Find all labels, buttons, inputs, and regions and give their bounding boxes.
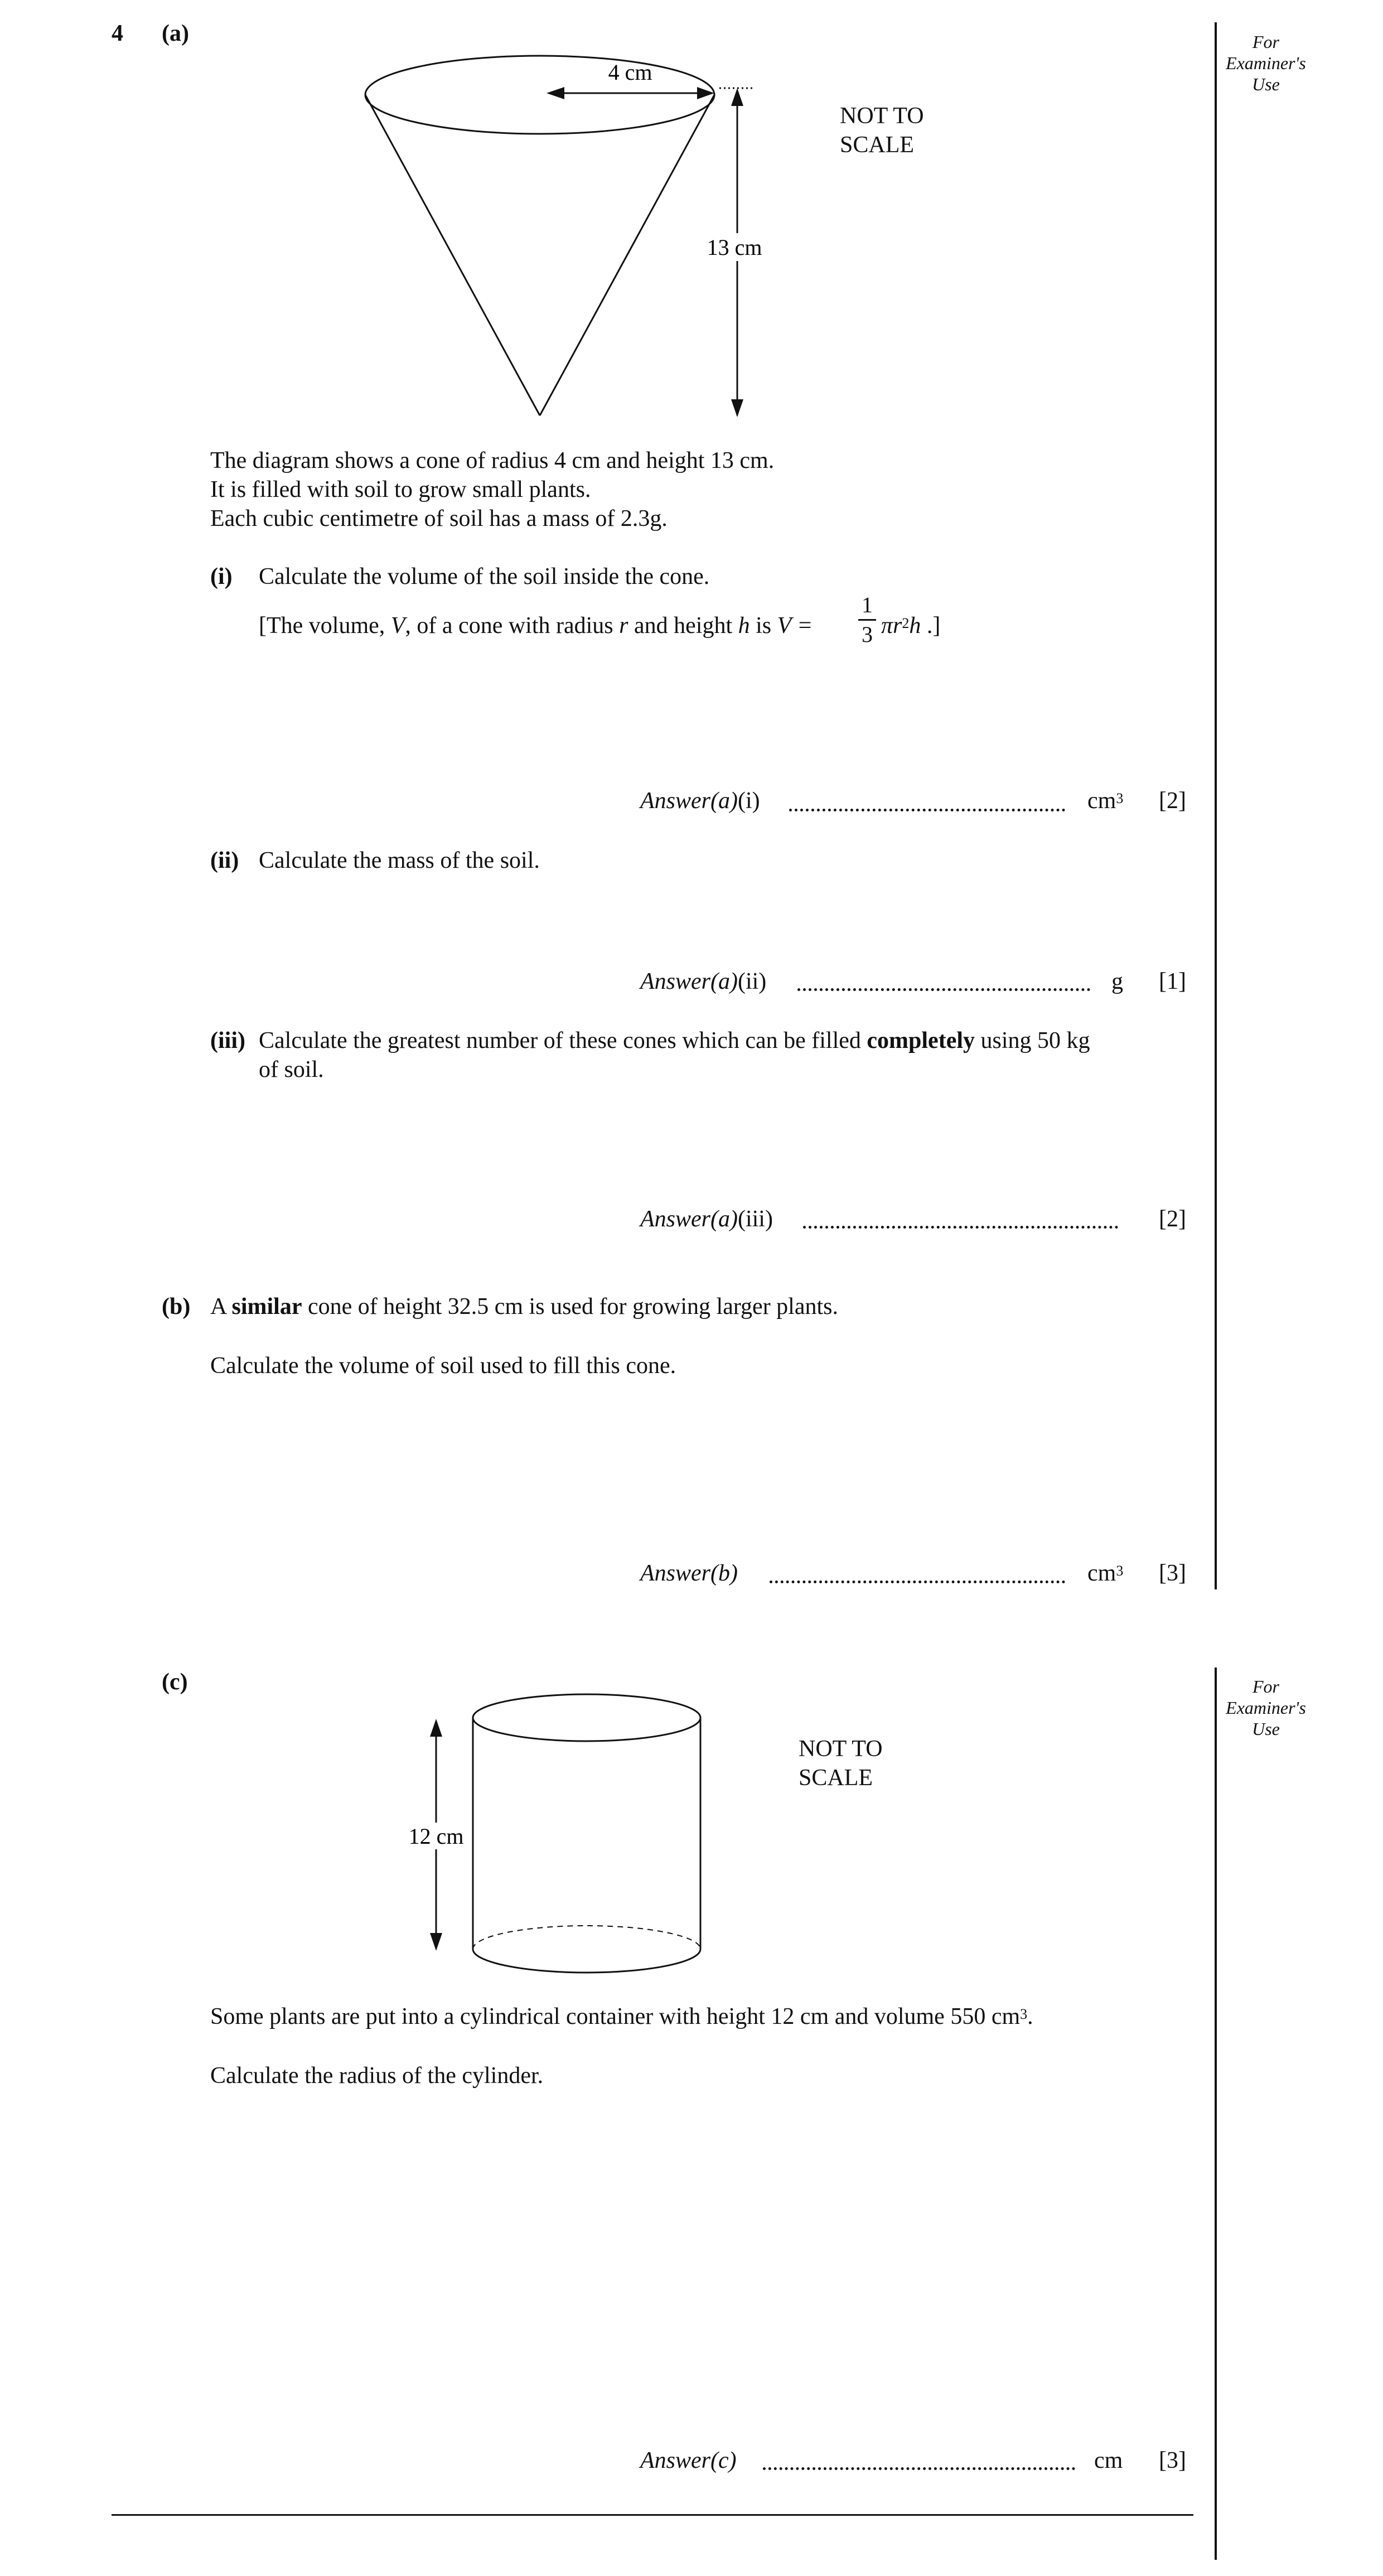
cylinder-top-ellipse [473,1694,700,1741]
not-to-scale-c: NOT TO SCALE [799,1736,883,1791]
part-a-i-label: (i) [210,564,233,589]
cone-diagram [335,39,976,429]
cylinder-arrow-head-top [430,1719,442,1737]
part-c-line1: Some plants are put into a cylindrical container with height 12 cm and volume 550 $cm^3$. [210,2004,1033,2029]
formula-tail: $\pi r^2h$ .] [881,613,941,639]
answer-a-ii-field[interactable] [797,988,1090,991]
answer-a-iii-marks: [2] [1159,1206,1186,1232]
examiner-use-label-bottom: For Examiner's Use [1226,1676,1306,1739]
examiner-use-label-top: For Examiner's Use [1226,32,1306,94]
examiner-margin-line-top [1215,22,1217,1589]
volume-formula: [The volume, V, of a cone with radius r and height h is V = [259,613,813,639]
part-b-line2: Calculate the volume of soil used to fill this cone. [210,1353,676,1379]
answer-b-marks: [3] [1159,1560,1186,1586]
answer-a-ii-label: Answer(a)(ii) [640,969,767,994]
part-a-iii-question-line2: of soil. [259,1057,324,1082]
height-label: 13 cm [707,235,762,260]
cone-top-ellipse [365,56,714,134]
part-a-ii-label: (ii) [210,848,239,873]
answer-b-unit: $cm^3$ [1087,1560,1124,1586]
part-a-iii-question: Calculate the greatest number of these cones which can be filled completely using 50 kg [259,1028,1090,1053]
answer-a-i-unit: $cm^3$ [1087,788,1124,814]
answer-a-iii-label: Answer(a)(iii) [640,1206,773,1232]
cylinder-height-label: 12 cm [408,1824,464,1849]
answer-c-unit: cm [1094,2448,1123,2473]
answer-a-i-label: Answer(a)(i) [640,788,760,814]
answer-c-label: Answer(c) [640,2448,737,2473]
part-a-intro: The diagram shows a cone of radius 4 cm and height 13 cm. It is filled with soil to grow small plants. Each cubic centimetre of soil has a mass of 2.3g. [210,448,775,531]
part-b-label: (b) [162,1294,191,1320]
answer-a-i-field[interactable] [789,809,1065,811]
part-c-line2: Calculate the radius of the cylinder. [210,2063,544,2089]
question-number: 4 [112,21,123,46]
examiner-margin-line-bottom [1215,1668,1217,2560]
cylinder-diagram [390,1684,781,1985]
part-a-iii-label: (iii) [210,1028,245,1053]
answer-c-marks: [3] [1159,2448,1186,2473]
answer-a-iii-field[interactable] [803,1226,1118,1229]
cylinder-bottom-back-dashed [473,1926,700,1949]
radius-arrow-head-left [547,87,564,99]
formula-fraction: 1 3 [856,592,878,647]
height-arrow-head-bottom [731,399,743,417]
part-b-line1: A similar cone of height 32.5 cm is used for growing larger plants. [210,1294,839,1320]
not-to-scale-a: NOT TO SCALE [840,103,924,158]
answer-a-ii-unit: g [1111,969,1123,994]
part-a-ii-question: Calculate the mass of the soil. [259,848,540,873]
height-arrow-head-top [731,88,743,106]
cylinder-bottom-front [473,1949,700,1973]
answer-c-field[interactable] [763,2467,1075,2470]
answer-b-field[interactable] [770,1581,1065,1583]
part-a-label: (a) [162,21,189,46]
radius-label: 4 cm [608,60,652,85]
part-c-label: (c) [162,1669,188,1695]
page-bottom-rule [112,2514,1193,2516]
answer-a-ii-marks: [1] [1159,969,1186,994]
answer-b-label: Answer(b) [640,1560,738,1586]
cone-right-edge [540,95,714,415]
cone-left-edge [365,95,540,415]
cylinder-arrow-head-bottom [430,1933,442,1951]
part-a-i-question: Calculate the volume of the soil inside the cone. [259,564,710,589]
answer-a-i-marks: [2] [1159,788,1186,814]
